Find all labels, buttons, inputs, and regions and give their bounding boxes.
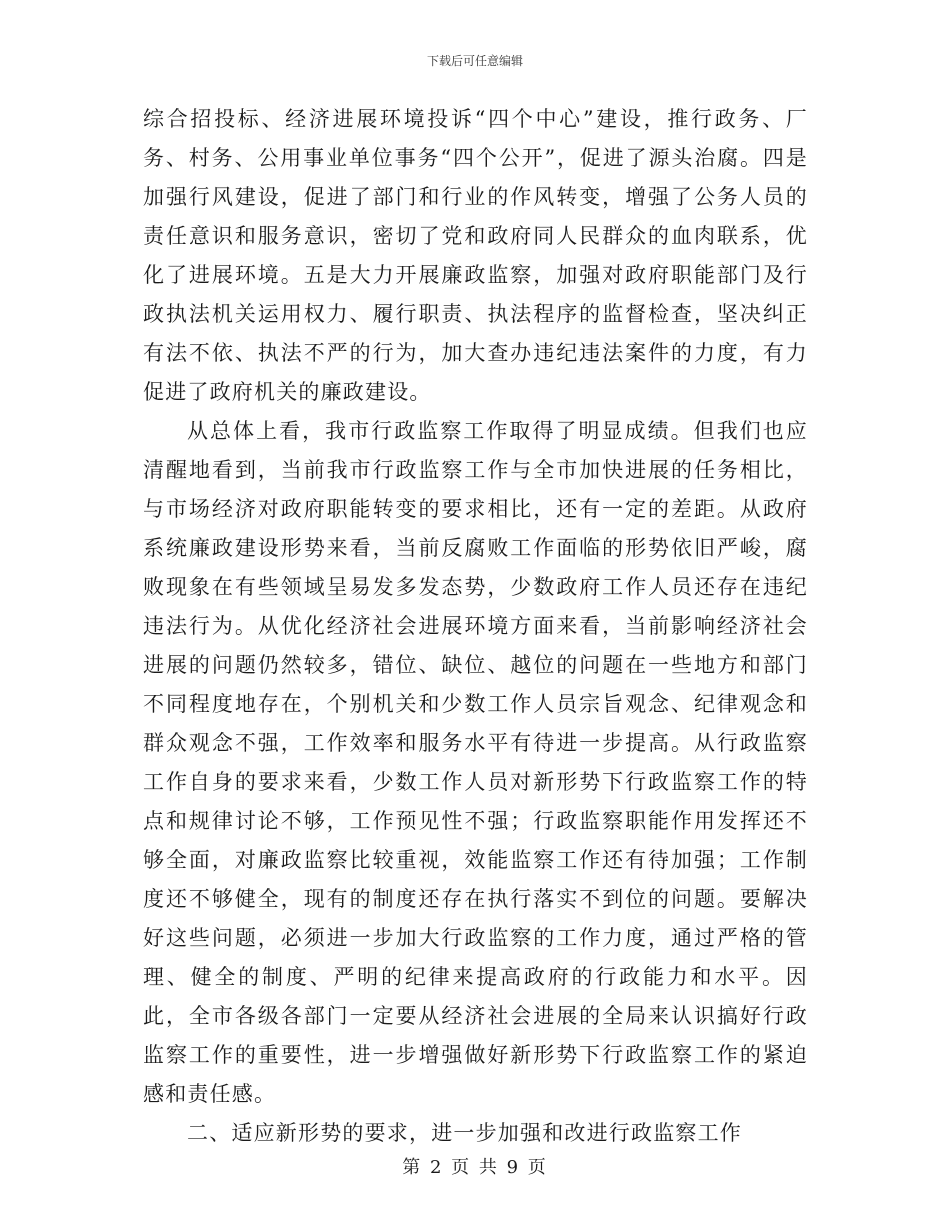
page-header: 下载后可任意编辑 xyxy=(426,54,523,68)
document-body xyxy=(143,100,808,1153)
section-heading: 二、适应新形势的要求，进一步加强和改进行政监察工作 xyxy=(187,1121,742,1145)
page-footer: 第 2 页 共 9 页 xyxy=(402,1157,548,1178)
paragraph-2: 从总体上看，我市行政监察工作取得了明显成绩。但我们也应清醒地看到，当前我市行政监察工作与全市加快进展的任务相比，与市场经济对政府职能转变的要求相比，还有一定的差距。从政府系统廉政建设形势来看，当前反腐败工作面临的形势依旧严峻，腐败现象在有些领域呈易发多发态势，少数政府工作人员还存在违纪违法行为。从优化经济社会进展环境方面来看，当前影响经济社会进展的问题仍然较多，错位、缺位、越位的问题在一些地方和部门不同程度地存在，个别机关和少数工作人员宗旨观念、纪律观念和群众观念不强，工作效率和服务水平有待进一步提高。从行政监察工作自身的要求来看，少数工作人员对新形势下行政监察工作的特点和规律讨论不够，工作预见性不强；行政监察职能作用发挥还不够全面，对廉政监察比较重视，效能监察工作还有待加强；工作制度还不够健全，现有的制度还存在执行落实不到位的问题。要解决好这些问题，必须进一步加大行政监察的工作力度，通过严格的管理、健全的制度、严明的纪律来提高政府的行政能力和水平。因此，全市各级各部门一定要从经济社会进展的全局来认识搞好行政监察工作的重要性，进一步增强做好新形势下行政监察工作的紧迫感和责任感。 xyxy=(143,419,808,1106)
paragraph-1: 综合招投标、经济进展环境投诉“四个中心”建设，推行政务、厂务、村务、公用事业单位事务“四个公开”，促进了源头治腐。四是加强行风建设，促进了部门和行业的作风转变，增强了公务人员的责任意识和服务意识，密切了党和政府同人民群众的血肉联系，优化了进展环境。五是大力开展廉政监察，加强对政府职能部门及行政执法机关运用权力、履行职责、执法程序的监督检查，坚决纠正有法不依、执法不严的行为，加大查办违纪违法案件的力度，有力促进了政府机关的廉政建设。 xyxy=(143,107,808,404)
